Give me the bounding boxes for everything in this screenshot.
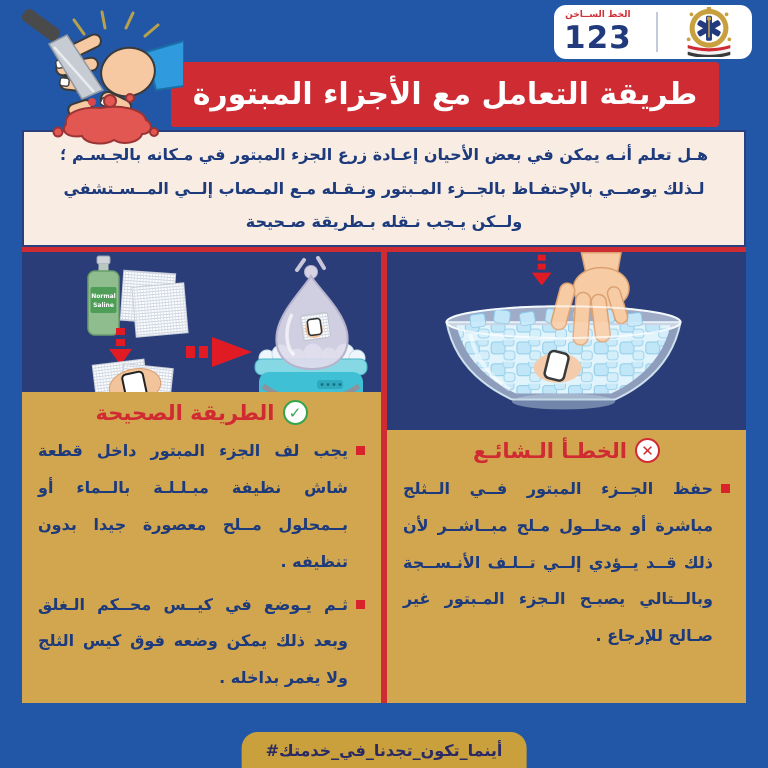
correct-method-text-area [22, 392, 381, 703]
plastic-bag [276, 258, 347, 369]
bullet-square-icon [721, 484, 730, 493]
footer-hashtag: #أينما_تكون_تجدنا_في_خدمتك [265, 741, 503, 760]
hotline-number-block [564, 11, 632, 54]
correct-method-illustration [22, 252, 381, 392]
intro-line-1: هـل تعلم أنـه يمكن في بعض الأحيان إعـادة زرع الجزء المبتور في مـكانه بالجـسـم ؛ [59, 145, 709, 165]
common-mistake-text-area [387, 430, 746, 703]
common-mistake-illustration [387, 252, 746, 430]
part-inside-bag [300, 312, 330, 341]
bottle-label-line2: Saline [93, 302, 114, 309]
correct-bullet-1-text: يجب لف الجزء المبتور داخل قطعة شاش نظيفة مبـلـلـة بالــماء أو بــمحلول مــلح معصورة جيدا بدون تنظيفه . [38, 441, 348, 571]
check-icon: ✓ [283, 400, 308, 425]
cross-icon: ✕ [635, 438, 660, 463]
hotline-number: 123 [564, 19, 632, 56]
correct-bullet-2-text: ثـم يـوضع في كيــس محــكم الـغلق وبعد ذلك يمكن وضعه فوق كيس الثلج ولا يغمر بداخله . [38, 594, 348, 688]
bottle-label-line1: Normal [91, 293, 116, 300]
ambulance-logo-icon [676, 7, 742, 57]
mistake-bullet-1-text: حفظ الجــزء المبتور فــي الــثلج مباشرة أو محلــول مـلح مبــاشــر لأن ذلك قــد يــؤدي إلــي تــلـف الأنـســجة وبالــتالي يصبـح الـجزء المـبتور غير صـالح للإرجاع . [403, 479, 713, 646]
bullet-square-icon [356, 446, 365, 455]
saline-bottle [88, 256, 119, 335]
hotline-badge [554, 5, 752, 59]
right-arrow-icon [186, 337, 252, 367]
mistake-bullet-1 [395, 465, 738, 655]
correct-method-column [22, 252, 381, 703]
common-mistake-heading: الخطـأ الـشائـع [473, 438, 627, 463]
correct-method-heading: الطريقة الصحيحة [95, 400, 275, 425]
intro-line-3: ولــكن يـجب نـقله بـطريقة صـحيحة [245, 212, 523, 232]
badge-divider [656, 12, 658, 52]
correct-method-heading-row [30, 400, 373, 425]
correct-bullet-1 [30, 427, 373, 580]
page-title: طريقة التعامل مع الأجزاء المبتورة [192, 77, 698, 112]
correct-method-scene [22, 252, 381, 392]
gauze-pads [120, 270, 188, 337]
common-mistake-column [387, 252, 746, 703]
blood-splatter [54, 94, 159, 143]
main-panels [22, 247, 746, 703]
bullet-square-icon [356, 600, 365, 609]
down-arrow-icon [532, 255, 552, 286]
wrapped-part [92, 359, 173, 392]
hashtag-pill [242, 732, 527, 768]
common-mistake-scene [387, 252, 746, 430]
title-banner [171, 62, 719, 127]
hotline-label: الخط الســاخن [565, 9, 631, 20]
injured-hand-illustration [6, 6, 184, 148]
common-mistake-heading-row [395, 438, 738, 463]
intro-line-2: لـذلك يوصــي بالإحتفـاظ بالجــزء المـبتور ونـقـله مـع المـصاب إلــي المــسـتشفي [63, 178, 705, 198]
correct-bullet-2 [30, 581, 373, 697]
